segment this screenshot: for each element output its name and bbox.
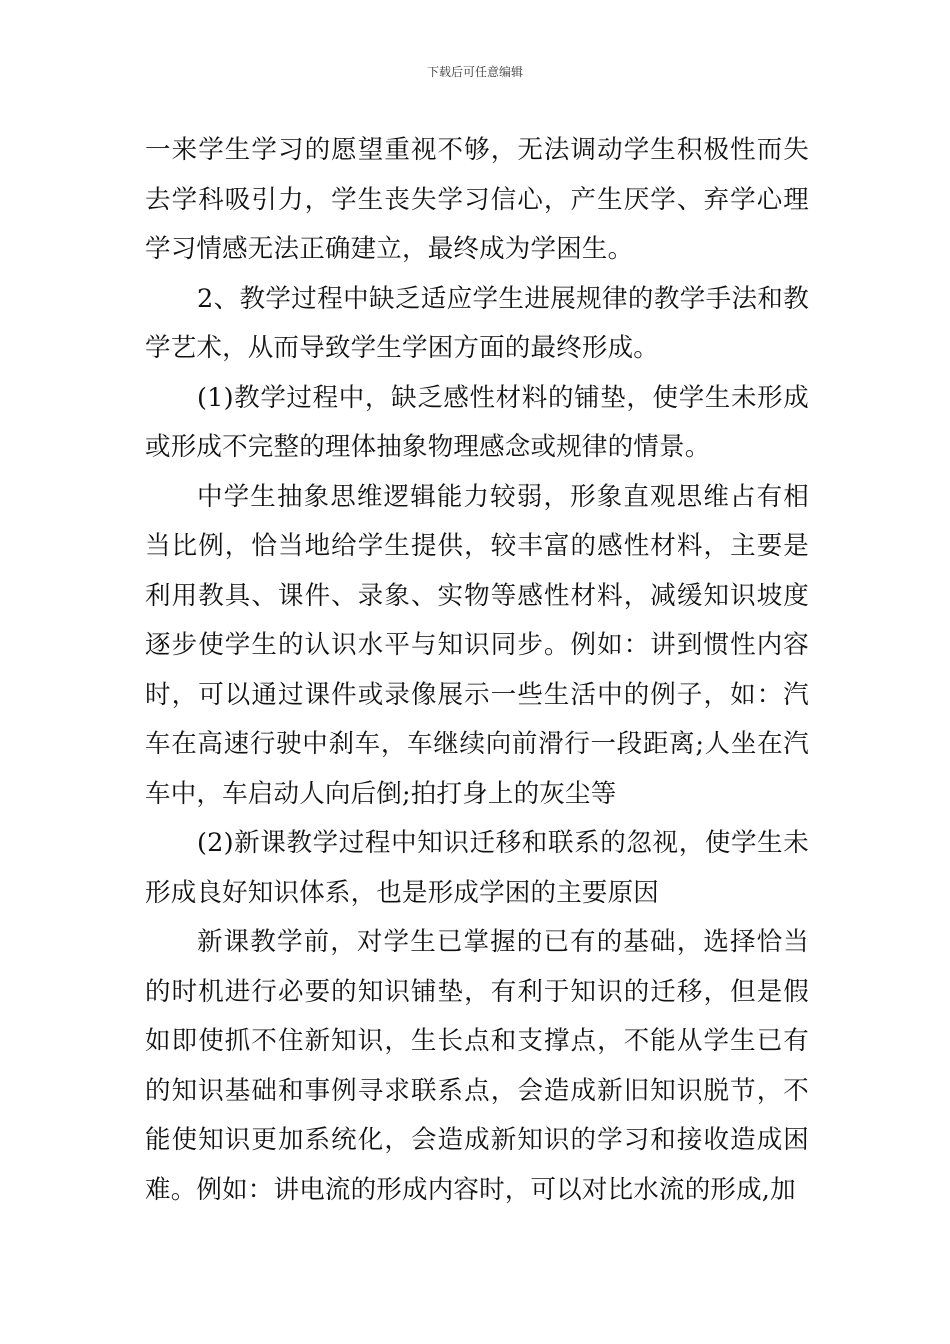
paragraph-4: 中学生抽象思维逻辑能力较弱，形象直观思维占有相当比例，恰当地给学生提供，较丰富的感性材料，主要是利用教具、课件、录象、实物等感性材料，减缓知识坡度逐步使学生的认识水平与知识同步。例如：讲到惯性内容时，可以通过课件或录像展示一些生活中的例子，如：汽车在高速行驶中刹车，车继续向前滑行一段距离;人坐在汽车中，车启动人向后倒;拍打身上的灰尘等 [145,481,809,809]
paragraph-6: 新课教学前，对学生已掌握的已有的基础，选择恰当的时机进行必要的知识铺垫，有利于知识的迁移，但是假如即使抓不住新知识，生长点和支撑点，不能从学生已有的知识基础和事例寻求联系点，会造成新旧知识脱节，不能使知识更加系统化，会造成新知识的学习和接收造成困难。例如：讲电流的形成内容时，可以对比水流的形成,加 [145,927,809,1205]
page-header: 下载后可任意编辑 [426,65,523,79]
document-body [145,126,809,1215]
paragraph-2: 2、教学过程中缺乏适应学生进展规律的教学手法和教学艺术，从而导致学生学困方面的最终形成。 [145,283,809,363]
paragraph-1: 一来学生学习的愿望重视不够，无法调动学生积极性而失去学科吸引力，学生丧失学习信心，产生厌学、弃学心理学习情感无法正确建立，最终成为学困生。 [145,135,809,264]
paragraph-3: (1)教学过程中，缺乏感性材料的铺垫，使学生未形成或形成不完整的理体抽象物理感念或规律的情景。 [145,382,809,462]
paragraph-5: (2)新课教学过程中知识迁移和联系的忽视，使学生未形成良好知识体系，也是形成学困的主要原因 [145,828,809,908]
